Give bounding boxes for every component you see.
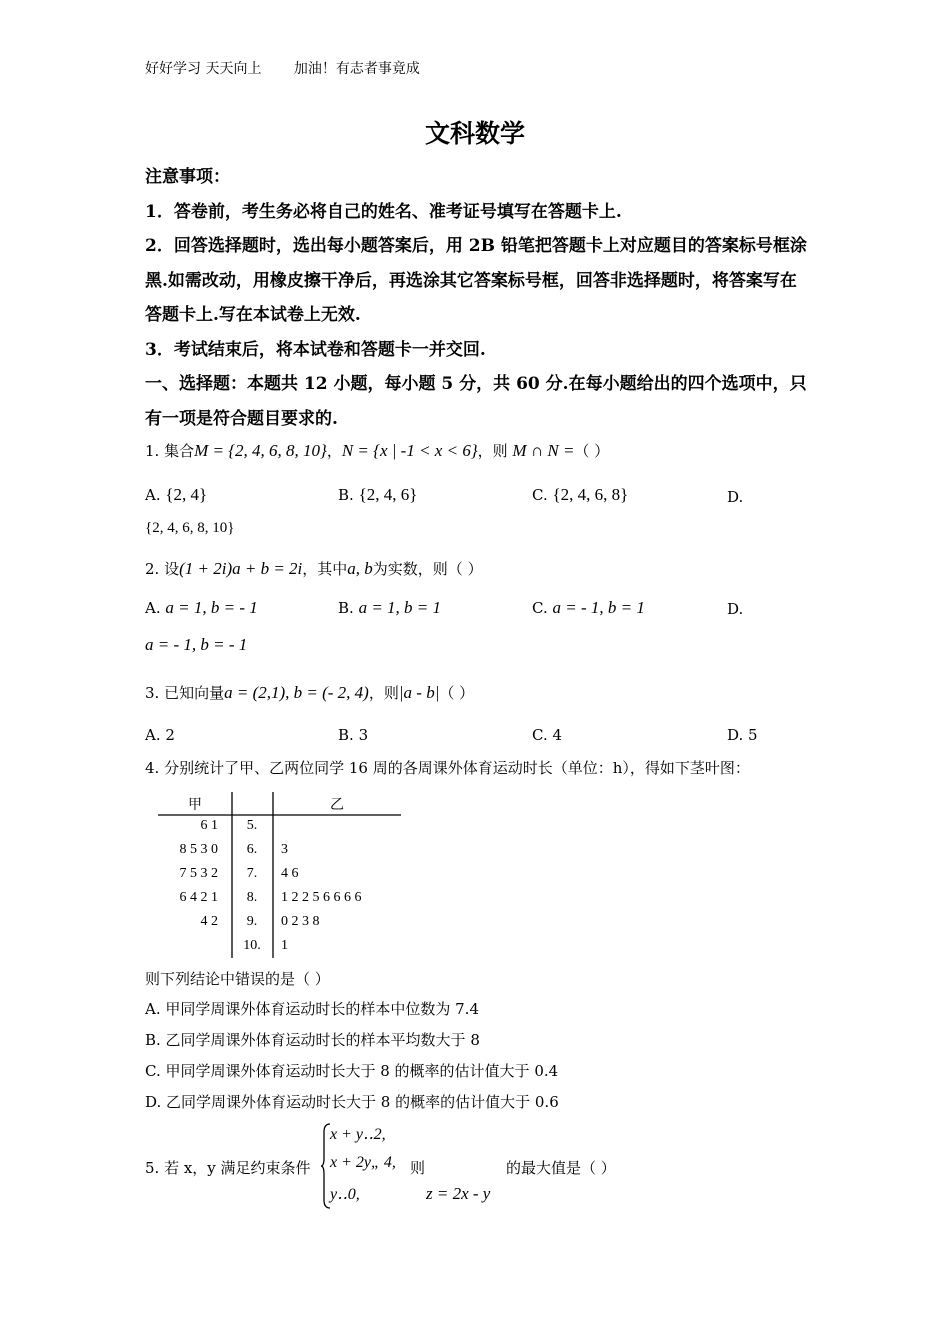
q2-mid: ，其中 [302,560,348,578]
stem: 9. [246,914,258,929]
right-leaves: 1 2 2 5 6 6 6 6 [281,890,362,905]
q4-option-c: C. 甲同学周课外体育运动时长大于 8 的概率的估计值大于 0.4 [145,1062,559,1080]
q3-option-c [532,726,562,744]
q2-suffix: 为实数，则（ ） [372,560,483,578]
option-label: B. [338,726,354,744]
q3-paren: （ ） [439,684,475,702]
stem: 8. [246,890,258,905]
q4-stem: 4. 分别统计了甲、乙两位同学 16 周的各周课外体育运动时长（单位：h），得如下茎叶图： [145,759,750,777]
q4-question: 则下列结论中错误的是（ ） [145,970,330,988]
question-2 [145,558,483,579]
q1-option-b [338,485,417,505]
q2-vars: a, b [347,559,373,578]
notice-heading: 注意事项： [145,167,230,187]
q1-set-m: M = {2, 4, 6, 8, 10} [194,441,327,460]
q3-vectors: a = (2,1), b = (- 2, 4) [224,683,369,702]
q2-option-c [532,598,645,618]
option-value: a = 1, b = 1 [358,598,442,617]
q3-expr: |a - b| [398,683,440,702]
page-title: 文科数学 [424,119,525,148]
page-header [145,58,420,78]
option-value: {2, 4, 6, 8} [552,485,629,504]
q3-option-a [145,726,175,744]
option-value: 5 [748,726,758,744]
q2-option-a [145,598,258,618]
q3-option-b [338,726,368,744]
question-1 [145,440,609,461]
q1-option-c [532,485,628,505]
option-value: a = - 1, b = 1 [552,598,645,617]
left-leaves: 6 1 [200,818,218,833]
question-3 [145,682,474,703]
option-label: D. [727,726,744,744]
option-value: 2 [165,726,175,744]
header-motto-right: 加油！有志者事竟成 [293,61,420,77]
q5-objective: z = 2x - y [426,1184,491,1203]
q3-option-d [727,726,758,744]
option-value: 3 [358,726,369,744]
q5-prefix: 5. 若 x，y 满足约束条件 [145,1159,311,1177]
q2-option-b [338,598,441,618]
option-label: B. [338,486,354,504]
stem: 5. [246,818,258,833]
q2-prefix: 2. 设 [145,560,180,578]
right-header: 乙 [330,797,344,813]
option-label: A. [145,486,161,504]
option-label: C. [532,726,548,744]
option-label: C. [532,599,548,617]
stem: 7. [246,866,258,881]
option-value: 4 [552,726,563,744]
notice-item-1: 1．答卷前，考生务必将自己的姓名、准考证号填写在答题卡上. [145,201,622,222]
q4-option-d: D. 乙同学周课外体育运动时长大于 8 的概率的估计值大于 0.6 [145,1093,559,1111]
stem: 6. [246,842,258,857]
q3-prefix: 3. 已知向量 [145,684,225,702]
stem: 10. [243,938,261,953]
constraint-2: x + 2y„ 4, [330,1154,396,1171]
q1-paren: （ ） [574,442,610,460]
constraint-1: x + y‥2, [330,1126,386,1143]
header-motto-left: 好好学习 天天向上 [145,61,262,77]
option-label: B. [338,599,354,617]
notice-block [145,160,810,436]
q3-then: ，则 [368,684,399,702]
q5-suffix: 的最大值是（ ） [506,1159,616,1177]
q2-option-d-label: D. [727,600,744,618]
q4-option-a: A. 甲同学周课外体育运动时长的样本中位数为 7.4 [145,1000,479,1018]
right-leaves: 1 [281,938,288,953]
q1-option-d-label: D. [727,488,744,506]
right-leaves: 3 [281,842,288,857]
notice-item-3: 3．考试结束后，将本试卷和答题卡一并交回. [145,339,486,360]
left-leaves: 4 2 [200,914,218,929]
left-leaves: 6 4 2 1 [179,890,218,905]
left-leaves: 7 5 3 2 [179,866,218,881]
q1-option-d-value: {2, 4, 6, 8, 10} [145,520,235,536]
option-label: A. [145,599,161,617]
right-leaves: 0 2 3 8 [281,914,320,929]
notice-item-2: 2．回答选择题时，选出每小题答案后，用 2B 铅笔把答题卡上对应题目的答案标号框涂黑.如需改动，用橡皮擦干净后，再选涂其它答案标号框，回答非选择题时，将答案写在答题卡上.写在本试卷上无效. [145,236,807,325]
option-value: {2, 4} [165,485,208,504]
q1-sep: ， [326,442,342,460]
q2-option-d-value: a = - 1, b = - 1 [145,635,248,654]
right-leaves: 4 6 [281,866,299,881]
q1-option-a [145,485,207,505]
stem-leaf-plot [158,790,403,960]
q5-then: 则 [410,1159,426,1177]
q1-expr: M ∩ N = [512,441,575,460]
option-value: a = 1, b = - 1 [165,598,258,617]
q2-equation: (1 + 2i)a + b = 2i [179,559,303,578]
q1-prefix: 1. 集合 [145,442,195,460]
option-label: A. [145,726,161,744]
left-header: 甲 [188,797,202,813]
q1-then: ，则 [477,442,508,460]
left-leaves: 8 5 3 0 [179,842,218,857]
section-heading: 一、选择题：本题共 12 小题，每小题 5 分，共 60 分.在每小题给出的四个选项中，只有一项是符合题目要求的. [145,374,807,429]
option-value: {2, 4, 6} [358,485,418,504]
q4-option-b: B. 乙同学周课外体育运动时长的样本平均数大于 8 [145,1031,480,1049]
constraint-3: y‥0, [330,1186,360,1203]
q1-set-n: N = {x | -1 < x < 6} [341,441,478,460]
option-label: C. [532,486,548,504]
